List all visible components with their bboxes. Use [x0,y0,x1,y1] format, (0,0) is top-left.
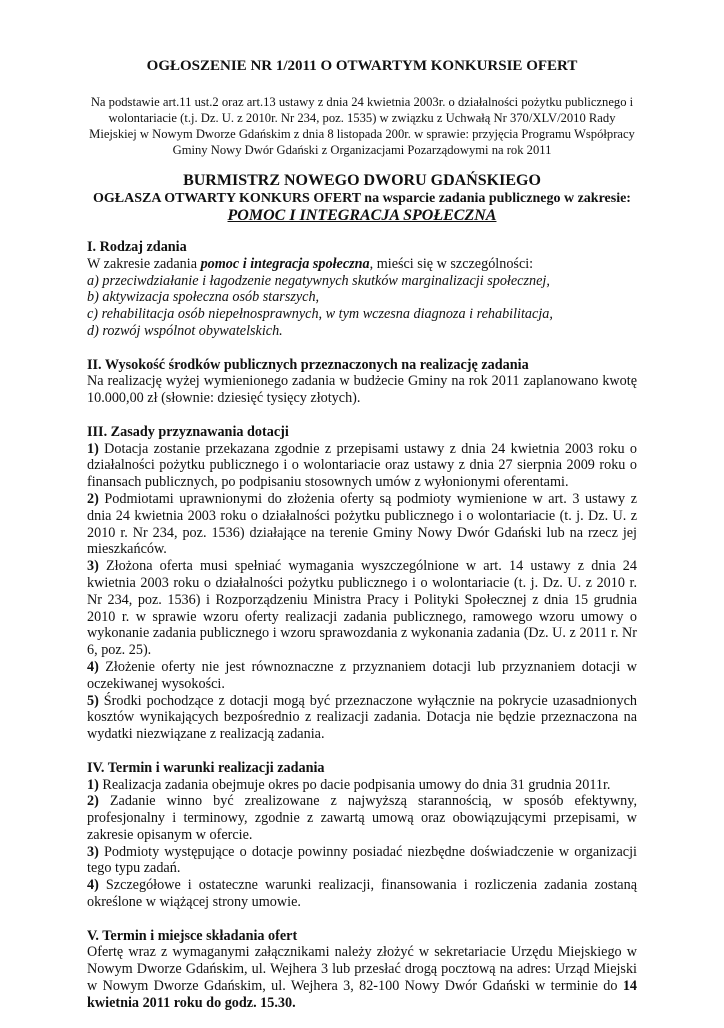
item-text: Dotacja zostanie przekazana zgodnie z przepisami ustawy z dnia 24 kwietnia 2003 roku o działalności pożytku publicznego i o wolontariacie oraz ustawy z dnia 27 sierpnia 2009 roku o finansach publicznych, po podpisaniu stosownych umów z wyłonionymi oferentami. [87,440,637,491]
document-page [87,58,637,1028]
section-submission [87,928,637,1012]
item-number: 1) [87,440,99,457]
section-title: II. Wysokość środków publicznych przeznaczonych na realizację zadania [87,356,529,373]
task-name-emphasis: pomoc i integracja społeczna [200,255,370,272]
list-item [87,659,637,693]
item-text: Złożona oferta musi spełniać wymagania wyszczególnione w art. 14 ustawy z dnia 24 kwietnia 2003 roku o działalności pożytku publicznego i o wolontariacie (t. j. Dz. U. z 2010 r. Nr 234, poz. 1536) i Rozporządzeniu Ministra Pracy i Polityki Społecznej z dnia 15 grudnia 2010 r. w sprawie wzoru oferty realizacji zadania publicznego, ramowego wzoru umowy o wykonanie zadania publicznego i wzoru sprawozdania z wykonania zadania (Dz. U. z 2011 r. Nr 6, poz. 25). [87,558,637,659]
announcement-heading: OGŁASZA OTWARTY KONKURS OFERT na wsparcie zadania publicznego w zakresie: [93,191,631,206]
list-item: a) przeciwdziałanie i łagodzenie negatywnych skutków marginalizacji społecznej, [87,272,550,289]
section-title: III. Zasady przyznawania dotacji [87,423,289,440]
submission-text: Ofertę wraz z wymaganymi załącznikami należy złożyć w sekretariacie Urzędu Miejskiego w Nowym Dworze Gdańskim, ul. Wejhera 3 lub przesłać drogą pocztową na adres: Urząd Miejski w Nowym Dworze Gdańskim, ul. Wejhera 3, 82-100 Nowy Dwór Gdański w terminie do [87,944,637,995]
item-text: Realizacja zadania obejmuje okres po dacie podpisania umowy do dnia 31 grudnia 2011r. [98,776,611,793]
item-number: 2) [87,793,99,810]
section-grant-rules [87,424,637,743]
item-number: 1) [87,776,99,793]
section-title: V. Termin i miejsce składania ofert [87,927,298,944]
list-item [87,491,637,558]
list-item: d) rozwój wspólnot obywatelskich. [87,322,283,339]
list-item [87,844,637,878]
item-number: 4) [87,877,99,894]
section-text: Na realizację wyżej wymienionego zadania w budżecie Gminy na rok 2011 zaplanowano kwotę 10.000,00 zł (słownie: dziesięć tysięcy złotych). [87,373,637,407]
list-item: c) rehabilitacja osób niepełnosprawnych, w tym wczesna diagnoza i rehabilitacja, [87,306,553,323]
item-text: Zadanie winno być zrealizowane z najwyższą starannością, w sposób efektywny, profesjonalny i terminowy, zgodnie z zawartą umową oraz obowiązującymi przepisami, w zakresie opisanym w ofercie. [87,793,637,843]
submission-deadline: 14 kwietnia 2011 roku do godz. 15.30. [87,978,637,1011]
item-number: 3) [87,843,99,860]
item-number: 3) [87,558,99,575]
item-number: 5) [87,692,99,709]
section-funds [87,357,637,407]
authority-heading: BURMISTRZ NOWEGO DWORU GDAŃSKIEGO [183,172,541,189]
list-item [87,558,637,659]
intro-text: , mieści się w szczególności: [369,255,534,272]
item-text: Podmiotami uprawnionymi do złożenia oferty są podmioty wymienione w art. 3 ustawy z dnia 24 kwietnia 2003 roku o działalności pożytku publicznego i o wolontariacie (t. j. Dz. U. z 2010 r. Nr 234, poz. 1536) działające na terenie Gminy Nowy Dwór Gdański lub na rzecz jej mieszkańców. [87,490,637,558]
section-implementation-terms [87,760,637,911]
section-text [87,944,637,1011]
list-item [87,693,637,743]
item-text: Szczegółowe i ostateczne warunki realizacji, finansowania i rozliczenia zadania zostaną określone w wiążącej strony umowie. [87,877,637,911]
list-item [87,877,637,911]
document-title: OGŁOSZENIE NR 1/2011 O OTWARTYM KONKURSIE OFERT [146,58,578,74]
intro-text: W zakresie zadania [87,255,201,272]
section-intro [87,256,637,273]
item-text: Podmioty występujące o dotacje powinny posiadać niezbędne doświadczenie w organizacji tego typu zadań. [87,843,637,877]
legal-basis-preamble: Na podstawie art.11 ust.2 oraz art.13 ustawy z dnia 24 kwietnia 2003r. o działalności pożytku publicznego i wolontariacie (t.j. Dz. U. z 2010r. Nr 234, poz. 1535) w związku z Uchwałą Nr 370/XLV/2010 Rady Miejskiej w Nowym Dworze Gdańskim z dnia 8 listopada 200r. w sprawie: przyjęcia Programu Współpracy Gminy Nowy Dwór Gdański z Organizacjami Pozarządowymi na rok 2011 [89,95,635,157]
list-item [87,777,637,794]
list-item [87,441,637,491]
item-text: Złożenie oferty nie jest równoznaczne z przyznaniem dotacji lub przyznaniem dotacji w oczekiwanej wysokości. [87,658,637,692]
item-number: 2) [87,490,99,507]
list-item [87,793,637,843]
topic-heading: POMOC I INTEGRACJA SPOŁECZNA [227,207,497,224]
item-text: Środki pochodzące z dotacji mogą być przeznaczone wyłącznie na pokrycie uzasadnionych kosztów wynikających bezpośrednio z realizacji zadania. Dotacja nie będzie przeznaczona na wydatki niezwiązane z realizacją zadania. [87,692,637,743]
section-title: IV. Termin i warunki realizacji zadania [87,759,325,776]
section-title: I. Rodzaj zdania [87,239,187,255]
section-task-type [87,239,637,340]
item-number: 4) [87,658,99,675]
list-item: b) aktywizacja społeczna osób starszych, [87,289,320,306]
